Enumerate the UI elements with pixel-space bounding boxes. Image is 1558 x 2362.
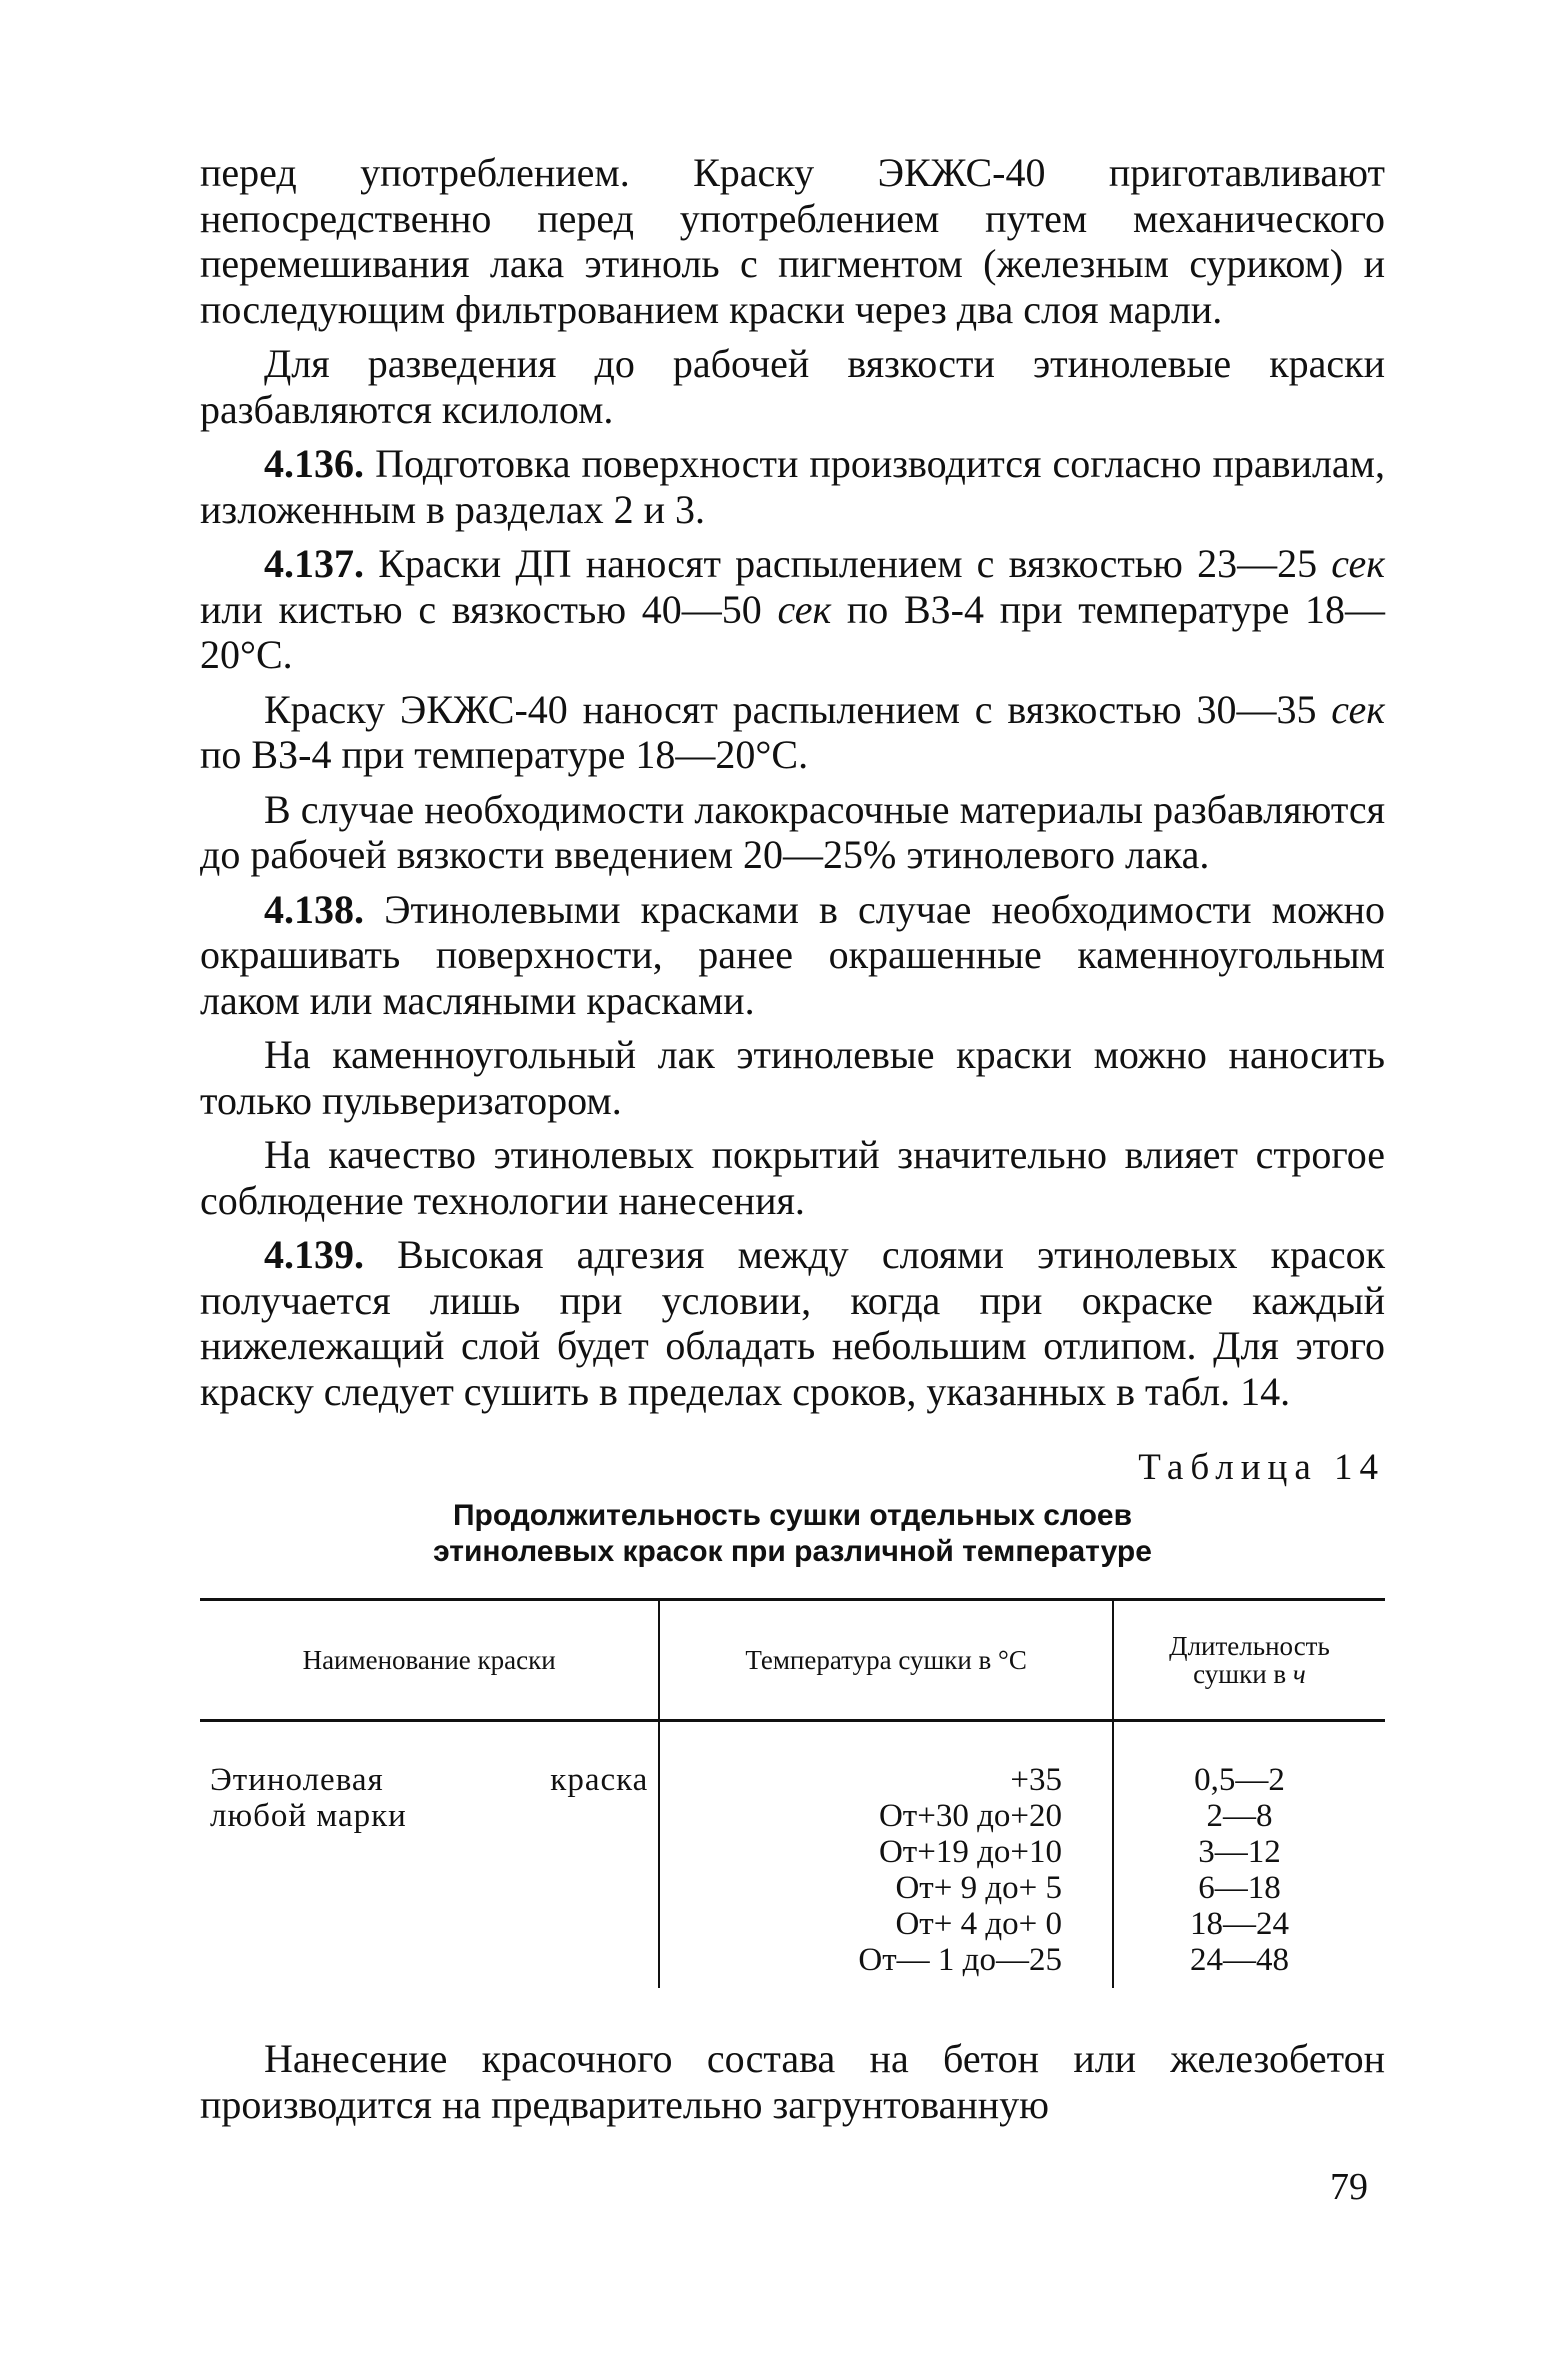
clause-number: 4.138. [264, 886, 364, 932]
paragraph-2: Для разведения до рабочей вязкости этинолевые краски разбавляются ксилолом. [200, 341, 1385, 432]
header-temperature: Температура сушки в °С [659, 1600, 1113, 1721]
paint-name-line: любой марки [210, 1798, 407, 1834]
clause-text: по ВЗ-4 при температуре 18—20°С. [200, 732, 809, 777]
clause-text: Этинолевыми красками в случае необходимости можно окрашивать поверхности, ранее окрашенные каменноугольным лаком или масляными красками. [200, 886, 1386, 1023]
clause-text: Краски ДП наносят распылением с вязкостью 23—25 [378, 541, 1332, 586]
clause-text: Высокая адгезия между слоями этинолевых красок получается лишь при условии, когда при окраске каждый нижележащий слой будет обладать небольшим отлипом. Для этого краску следует сушить в пределах сроков, указанных в табл. 14. [200, 1232, 1386, 1414]
page-body [200, 150, 1385, 2127]
drying-time-table [200, 1598, 1385, 1988]
duration-value: 6—18 [1198, 1870, 1281, 1906]
duration-value: 0,5—2 [1194, 1762, 1285, 1798]
temperature-value: От+ 4 до+ 0 [895, 1906, 1062, 1942]
paragraph-ekzhs [200, 687, 1385, 778]
unit-sec: сек [1331, 541, 1385, 586]
paragraph-4-137 [200, 541, 1385, 678]
table-label: Таблица 14 [1138, 1447, 1385, 1488]
paragraph-4-139 [200, 1232, 1385, 1414]
clause-text: или кистью с вязкостью 40—50 [200, 586, 778, 632]
unit-sec: сек [777, 586, 832, 632]
clause-text: по ВЗ-4 при температуре 18—20°С. [200, 586, 1386, 677]
clause-text: Краску ЭКЖС-40 наносят распылением с вязкостью 30—35 [264, 686, 1332, 732]
duration-value: 18—24 [1189, 1906, 1289, 1942]
temperature-value: От+30 до+20 [878, 1798, 1062, 1834]
paragraph-concrete: Нанесение красочного состава на бетон или железобетон производится на предварительно загрунтованную [200, 2036, 1385, 2127]
unit-sec: сек [1331, 686, 1385, 732]
duration-value: 2—8 [1206, 1798, 1273, 1834]
paragraph-1: перед употреблением. Краску ЭКЖС-40 приготавливают непосредственно перед употреблением путем механического перемешивания лака этиноль с пигментом (железным суриком) и последующим фильтрованием краски через два слоя марли. [200, 150, 1385, 332]
table-row [200, 1721, 1385, 1989]
table-title-line: Продолжительность сушки отдельных слоев [452, 1499, 1133, 1532]
temperature-cell [659, 1721, 1113, 1989]
header-duration-text: сушки в [1193, 1659, 1287, 1689]
page-number: 79 [1330, 2166, 1368, 2208]
temperature-value: От+ 9 до+ 5 [895, 1870, 1062, 1906]
paint-name-cell [200, 1721, 659, 1989]
duration-value: 3—12 [1198, 1834, 1281, 1870]
paragraph-4-136 [200, 441, 1385, 532]
header-duration [1113, 1600, 1385, 1721]
header-paint-name: Наименование краски [200, 1600, 659, 1721]
clause-number: 4.136. [264, 441, 364, 486]
temperature-value: +35 [1010, 1762, 1062, 1798]
duration-cell [1113, 1721, 1385, 1989]
temperature-value: От+19 до+10 [878, 1834, 1062, 1870]
header-duration-line: Длительность [1169, 1631, 1330, 1661]
header-duration-line [1124, 1660, 1375, 1688]
unit-hours: ч [1292, 1659, 1306, 1689]
paragraph-dilution: В случае необходимости лакокрасочные материалы разбавляются до рабочей вязкости введением 20—25% этинолевого лака. [200, 786, 1385, 877]
paragraph-coal-lacquer: На каменноугольный лак этинолевые краски можно наносить только пульверизатором. [200, 1032, 1385, 1123]
clause-number: 4.139. [264, 1232, 364, 1277]
table-title [200, 1498, 1385, 1570]
paragraph-4-138 [200, 887, 1385, 1024]
duration-value: 24—48 [1189, 1942, 1289, 1978]
temperature-value: От— 1 до—25 [858, 1942, 1062, 1978]
clause-number: 4.137. [264, 541, 364, 586]
paragraph-quality: На качество этинолевых покрытий значительно влияет строгое соблюдение технологии нанесения. [200, 1132, 1385, 1223]
clause-text: Подготовка поверхности производится согласно правилам, изложенным в разделах 2 и 3. [200, 441, 1385, 532]
paint-name-line: Этинолевая краска [210, 1762, 649, 1798]
table-title-line: этинолевых красок при различной температуре [433, 1535, 1152, 1568]
